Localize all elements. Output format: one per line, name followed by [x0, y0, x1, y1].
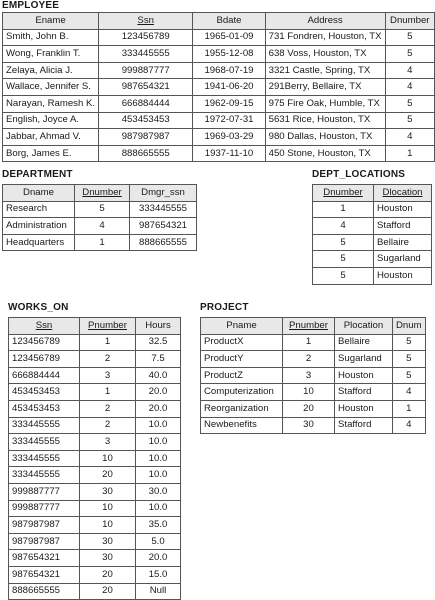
project-cell-plocation: Bellaire: [335, 334, 393, 351]
employee-cell-dnumber: 4: [385, 79, 435, 96]
employee-cell-dnumber: 1: [385, 145, 435, 162]
employee-header-row: [3, 13, 435, 30]
employee-cell-ename: Wallace, Jennifer S.: [3, 79, 99, 96]
employee-cell-bdate: 1969-03-29: [193, 129, 265, 146]
dept-locations-header-row: [313, 185, 432, 202]
works-on-cell-ssn: 333445555: [9, 450, 80, 467]
department-row: [3, 201, 197, 218]
employee-cell-bdate: 1972-07-31: [193, 112, 265, 129]
employee-table: [2, 12, 435, 162]
dept-locations-cell-dlocation: Houston: [374, 201, 432, 218]
works-on-row: [9, 483, 181, 500]
works-on-row: [9, 450, 181, 467]
department-table: [2, 184, 197, 251]
dept-locations-row: [313, 234, 432, 251]
employee-cell-address: 975 Fire Oak, Humble, TX: [265, 95, 385, 112]
works-on-cell-hours: 15.0: [136, 566, 181, 583]
project-cell-pnumber: 1: [283, 334, 335, 351]
works-on-cell-ssn: 666884444: [9, 367, 80, 384]
dept-locations-row: [313, 201, 432, 218]
department-cell-dname: Headquarters: [3, 234, 75, 251]
project-cell-pnumber: 10: [283, 384, 335, 401]
works-on-cell-hours: 20.0: [136, 384, 181, 401]
works-on-cell-hours: 7.5: [136, 351, 181, 368]
works-on-cell-ssn: 123456789: [9, 334, 80, 351]
works-on-cell-pnumber: 3: [80, 434, 136, 451]
works-on-cell-pnumber: 2: [80, 400, 136, 417]
works-on-col-hours: Hours: [136, 318, 181, 335]
works-on-row: [9, 400, 181, 417]
works-on-cell-pnumber: 2: [80, 351, 136, 368]
works-on-cell-pnumber: 30: [80, 533, 136, 550]
works-on-cell-ssn: 987654321: [9, 566, 80, 583]
works-on-cell-hours: 10.0: [136, 450, 181, 467]
employee-cell-bdate: 1962-09-15: [193, 95, 265, 112]
works-on-row: [9, 533, 181, 550]
works-on-row: [9, 367, 181, 384]
dept-locations-col-dnumber: Dnumber: [313, 185, 374, 202]
employee-cell-dnumber: 5: [385, 112, 435, 129]
dept-locations-cell-dnumber: 1: [313, 201, 374, 218]
project-cell-dnum: 5: [393, 334, 426, 351]
works-on-cell-hours: 10.0: [136, 417, 181, 434]
project-cell-dnum: 5: [393, 351, 426, 368]
project-col-dnum: Dnum: [393, 318, 426, 335]
works-on-cell-ssn: 987987987: [9, 533, 80, 550]
works-on-cell-pnumber: 1: [80, 334, 136, 351]
works-on-col-ssn: Ssn: [9, 318, 80, 335]
project-title: PROJECT: [200, 302, 249, 313]
works-on-cell-hours: 35.0: [136, 517, 181, 534]
project-cell-pnumber: 20: [283, 400, 335, 417]
department-row: [3, 234, 197, 251]
project-cell-plocation: Houston: [335, 400, 393, 417]
works-on-row: [9, 500, 181, 517]
project-cell-dnum: 4: [393, 417, 426, 434]
department-cell-dnumber: 4: [75, 218, 130, 235]
works-on-cell-ssn: 888665555: [9, 583, 80, 600]
employee-cell-bdate: 1965-01-09: [193, 29, 265, 46]
project-cell-pname: ProductY: [201, 351, 283, 368]
works-on-cell-ssn: 453453453: [9, 384, 80, 401]
employee-col-address: Address: [265, 13, 385, 30]
department-header-row: [3, 185, 197, 202]
works-on-cell-hours: 10.0: [136, 467, 181, 484]
project-col-pnumber: Pnumber: [283, 318, 335, 335]
employee-cell-bdate: 1968-07-19: [193, 62, 265, 79]
works-on-cell-hours: 20.0: [136, 400, 181, 417]
dept-locations-col-dlocation: Dlocation: [374, 185, 432, 202]
employee-cell-address: 731 Fondren, Houston, TX: [265, 29, 385, 46]
employee-cell-bdate: 1937-11-10: [193, 145, 265, 162]
employee-row: [3, 62, 435, 79]
project-cell-dnum: 4: [393, 384, 426, 401]
department-cell-dmgr-ssn: 333445555: [130, 201, 197, 218]
employee-cell-ename: Wong, Franklin T.: [3, 46, 99, 63]
works-on-row: [9, 334, 181, 351]
employee-title: EMPLOYEE: [2, 0, 60, 11]
works-on-cell-hours: 10.0: [136, 434, 181, 451]
works-on-cell-pnumber: 1: [80, 384, 136, 401]
employee-cell-dnumber: 5: [385, 46, 435, 63]
project-cell-plocation: Sugarland: [335, 351, 393, 368]
project-cell-plocation: Stafford: [335, 384, 393, 401]
project-cell-pnumber: 3: [283, 367, 335, 384]
dept-locations-cell-dnumber: 4: [313, 218, 374, 235]
project-row: [201, 351, 426, 368]
works-on-row: [9, 351, 181, 368]
works-on-cell-pnumber: 2: [80, 417, 136, 434]
works-on-cell-pnumber: 20: [80, 467, 136, 484]
employee-cell-dnumber: 5: [385, 29, 435, 46]
employee-cell-ename: English, Joyce A.: [3, 112, 99, 129]
employee-cell-dnumber: 4: [385, 129, 435, 146]
employee-col-ename: Ename: [3, 13, 99, 30]
dept-locations-cell-dlocation: Stafford: [374, 218, 432, 235]
employee-cell-ssn: 888665555: [99, 145, 193, 162]
department-cell-dname: Administration: [3, 218, 75, 235]
works-on-cell-hours: 5.0: [136, 533, 181, 550]
employee-cell-ename: Jabbar, Ahmad V.: [3, 129, 99, 146]
works-on-cell-ssn: 333445555: [9, 467, 80, 484]
works-on-row: [9, 434, 181, 451]
project-cell-pname: ProductZ: [201, 367, 283, 384]
employee-cell-ssn: 453453453: [99, 112, 193, 129]
department-col-dmgr-ssn: Dmgr_ssn: [130, 185, 197, 202]
employee-cell-ssn: 333445555: [99, 46, 193, 63]
works-on-cell-hours: 10.0: [136, 500, 181, 517]
employee-cell-address: 3321 Castle, Spring, TX: [265, 62, 385, 79]
project-cell-pnumber: 30: [283, 417, 335, 434]
employee-col-bdate: Bdate: [193, 13, 265, 30]
employee-row: [3, 79, 435, 96]
project-cell-dnum: 1: [393, 400, 426, 417]
employee-col-dnumber: Dnumber: [385, 13, 435, 30]
project-row: [201, 400, 426, 417]
department-col-dname: Dname: [3, 185, 75, 202]
employee-cell-ename: Smith, John B.: [3, 29, 99, 46]
works-on-cell-pnumber: 30: [80, 550, 136, 567]
works-on-row: [9, 566, 181, 583]
employee-row: [3, 145, 435, 162]
works-on-cell-ssn: 999887777: [9, 483, 80, 500]
employee-cell-bdate: 1955-12-08: [193, 46, 265, 63]
works-on-row: [9, 550, 181, 567]
dept-locations-cell-dlocation: Houston: [374, 267, 432, 284]
employee-cell-dnumber: 4: [385, 62, 435, 79]
works-on-cell-hours: Null: [136, 583, 181, 600]
project-row: [201, 384, 426, 401]
employee-cell-ssn: 999887777: [99, 62, 193, 79]
project-cell-pnumber: 2: [283, 351, 335, 368]
works-on-row: [9, 417, 181, 434]
works-on-title: WORKS_ON: [8, 302, 69, 313]
employee-cell-ename: Zelaya, Alicia J.: [3, 62, 99, 79]
works-on-cell-hours: 40.0: [136, 367, 181, 384]
project-table: [200, 317, 426, 434]
works-on-cell-pnumber: 20: [80, 583, 136, 600]
employee-cell-ssn: 987654321: [99, 79, 193, 96]
works-on-cell-pnumber: 30: [80, 483, 136, 500]
project-cell-dnum: 5: [393, 367, 426, 384]
project-cell-pname: Newbenefits: [201, 417, 283, 434]
department-col-dnumber: Dnumber: [75, 185, 130, 202]
works-on-cell-ssn: 987654321: [9, 550, 80, 567]
works-on-cell-hours: 20.0: [136, 550, 181, 567]
employee-cell-dnumber: 5: [385, 95, 435, 112]
works-on-cell-ssn: 333445555: [9, 417, 80, 434]
works-on-row: [9, 384, 181, 401]
project-col-plocation: Plocation: [335, 318, 393, 335]
dept-locations-row: [313, 218, 432, 235]
works-on-col-pnumber: Pnumber: [80, 318, 136, 335]
project-cell-pname: Reorganization: [201, 400, 283, 417]
dept-locations-cell-dnumber: 5: [313, 251, 374, 268]
employee-cell-ssn: 666884444: [99, 95, 193, 112]
works-on-cell-pnumber: 3: [80, 367, 136, 384]
works-on-row: [9, 467, 181, 484]
employee-row: [3, 112, 435, 129]
dept-locations-table: [312, 184, 432, 285]
department-cell-dnumber: 1: [75, 234, 130, 251]
employee-cell-address: 450 Stone, Houston, TX: [265, 145, 385, 162]
works-on-cell-pnumber: 10: [80, 517, 136, 534]
employee-cell-ssn: 987987987: [99, 129, 193, 146]
works-on-cell-ssn: 999887777: [9, 500, 80, 517]
project-cell-plocation: Houston: [335, 367, 393, 384]
works-on-cell-ssn: 123456789: [9, 351, 80, 368]
dept-locations-cell-dnumber: 5: [313, 267, 374, 284]
dept-locations-row: [313, 267, 432, 284]
works-on-cell-pnumber: 10: [80, 500, 136, 517]
project-cell-pname: ProductX: [201, 334, 283, 351]
project-row: [201, 417, 426, 434]
department-cell-dnumber: 5: [75, 201, 130, 218]
project-row: [201, 334, 426, 351]
department-cell-dmgr-ssn: 987654321: [130, 218, 197, 235]
employee-row: [3, 29, 435, 46]
department-cell-dname: Research: [3, 201, 75, 218]
works-on-header-row: [9, 318, 181, 335]
dept-locations-title: DEPT_LOCATIONS: [312, 169, 406, 180]
project-col-pname: Pname: [201, 318, 283, 335]
employee-cell-address: 5631 Rice, Houston, TX: [265, 112, 385, 129]
project-header-row: [201, 318, 426, 335]
employee-row: [3, 95, 435, 112]
employee-cell-ssn: 123456789: [99, 29, 193, 46]
works-on-cell-hours: 30.0: [136, 483, 181, 500]
works-on-cell-ssn: 453453453: [9, 400, 80, 417]
department-title: DEPARTMENT: [2, 169, 73, 180]
project-cell-plocation: Stafford: [335, 417, 393, 434]
employee-cell-address: 291Berry, Bellaire, TX: [265, 79, 385, 96]
works-on-row: [9, 583, 181, 600]
department-cell-dmgr-ssn: 888665555: [130, 234, 197, 251]
works-on-table: [8, 317, 181, 600]
department-row: [3, 218, 197, 235]
employee-row: [3, 129, 435, 146]
works-on-row: [9, 517, 181, 534]
employee-cell-address: 980 Dallas, Houston, TX: [265, 129, 385, 146]
employee-cell-ename: Borg, James E.: [3, 145, 99, 162]
employee-cell-address: 638 Voss, Houston, TX: [265, 46, 385, 63]
employee-cell-bdate: 1941-06-20: [193, 79, 265, 96]
project-row: [201, 367, 426, 384]
works-on-cell-pnumber: 20: [80, 566, 136, 583]
works-on-cell-pnumber: 10: [80, 450, 136, 467]
dept-locations-row: [313, 251, 432, 268]
works-on-cell-hours: 32.5: [136, 334, 181, 351]
project-cell-pname: Computerization: [201, 384, 283, 401]
dept-locations-cell-dnumber: 5: [313, 234, 374, 251]
employee-col-ssn: Ssn: [99, 13, 193, 30]
works-on-cell-ssn: 987987987: [9, 517, 80, 534]
employee-cell-ename: Narayan, Ramesh K.: [3, 95, 99, 112]
dept-locations-cell-dlocation: Sugarland: [374, 251, 432, 268]
dept-locations-cell-dlocation: Bellaire: [374, 234, 432, 251]
employee-row: [3, 46, 435, 63]
works-on-cell-ssn: 333445555: [9, 434, 80, 451]
